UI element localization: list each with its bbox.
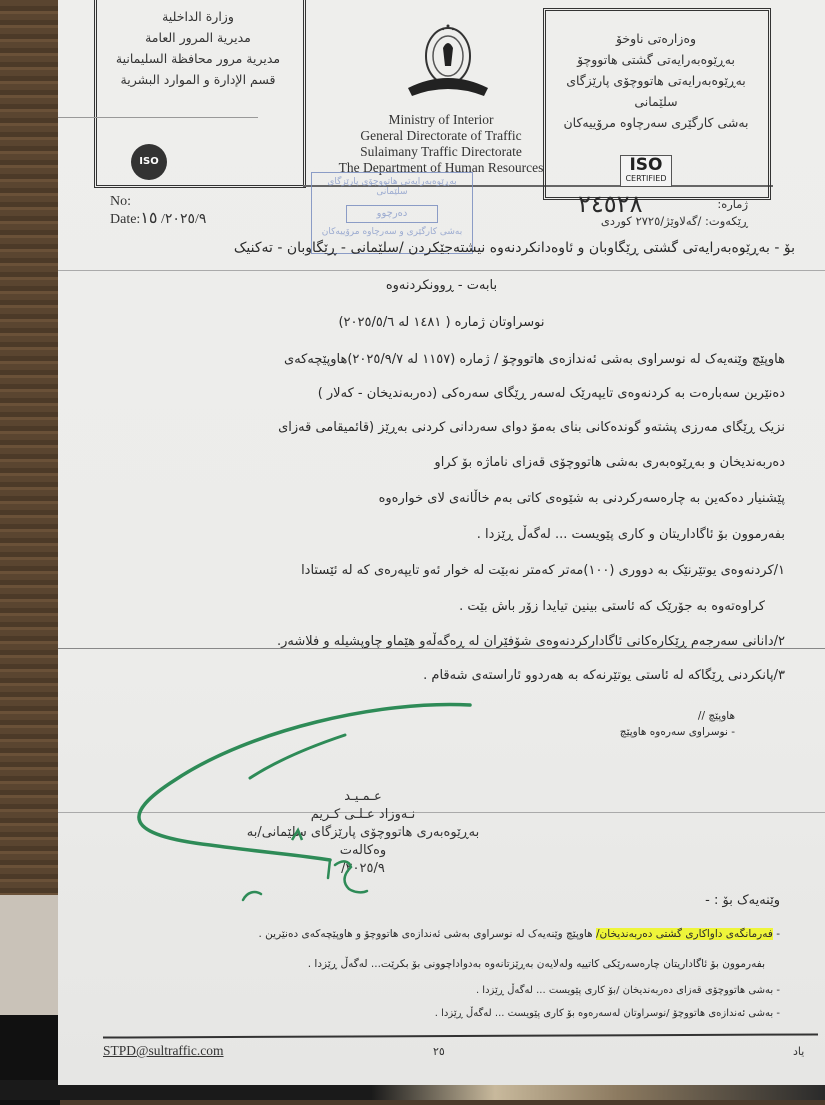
body-line: دەنێرین سەبارەت بە کردنەوەی تایپەرێک لەسەر ڕێگای سەرەکی (دەربەندیخان - کەلار ) xyxy=(317,386,785,401)
point-3: ٣/پانکردنی ڕێگاکە لە ئاستی یوتێرنەکە بە هەردوو ئاراستەی شەقام . xyxy=(423,668,785,683)
date-value: ٢٠٢٥/٩/ xyxy=(161,212,207,227)
date-label: Date: xyxy=(110,212,141,227)
point-2: ٢/دانانی سەرجەم ڕێکارەکانی ئاگادارکردنەوەی شۆفێران لە ڕەگەڵەو هێماو چاوپشیلە و فلاشەر. xyxy=(277,634,785,649)
number-date-block xyxy=(110,193,206,228)
iso-certified-logo: ISO CERTIFIED xyxy=(620,155,672,187)
body-line: هاوپێچ وێنەیەک لە نوسراوی بەشی ئەندازەی هاتووچۆ / ژمارە (١١٥٧ لە ٢٠٢٥/٩/٧)هاوپێچەکەی xyxy=(284,352,785,367)
header-rule-left xyxy=(58,117,258,118)
ministry-ar: وزارة الداخلية xyxy=(162,9,234,24)
directorate-ku: بەڕێوەبەرایەتی گشتی هاتووچۆ xyxy=(577,52,735,67)
document-page xyxy=(58,0,825,1085)
attachment-item: - نوسراوی سەرەوە هاوپێچ xyxy=(619,726,735,738)
number-label: ژمارە: xyxy=(717,197,748,211)
letterhead-kurdish xyxy=(546,28,766,133)
fold-line xyxy=(58,270,825,271)
copy-item: - فەرمانگەی داواکاری گشتی دەربەندیخان/ هاوپێچ وێنەیەک لە نوسراوی بەشی ئەندازەی هاتووچۆ و هاوپێچەکەی دەنێرین . xyxy=(258,928,780,940)
floor-background xyxy=(0,895,60,1100)
stamp-top-text: بەڕێوەبەرایەتی هاتووچۆی پارێزگای سلێمانی xyxy=(327,177,457,197)
letterhead-english xyxy=(316,112,566,176)
directorate-en: General Directorate of Traffic xyxy=(360,128,522,143)
date-handwritten: ١٥ xyxy=(140,210,158,227)
point-1: ١/کردنەوەی یوتێرنێک بە دووری (١٠٠)مەتر کەمتر نەبێت لە خوار ئەو تایپەرەی کە لە ئێستادا xyxy=(301,563,785,578)
signer-name: نـەوزاد عـلـی کـریم xyxy=(310,807,416,822)
footer-email-link[interactable]: STPD@sultraffic.com xyxy=(103,1043,224,1058)
highlighted-recipient: فەرمانگەی داواکاری گشتی دەربەندیخان/ xyxy=(596,928,773,940)
body-line: پێشنیار دەکەین بە چارەسەرکردنی بە شێوەی کاتی بەم خاڵانەی لای خوارەوە xyxy=(378,491,785,506)
letterhead-arabic xyxy=(98,6,298,90)
signature-block xyxy=(238,788,488,878)
copy-item: - بەشی ئەندازەی هاتووچۆ /نوسراوتان لەسەرەوە بۆ کاری پێویست ... لەگەڵ ڕێزدا . xyxy=(434,1008,780,1019)
point-1-continued: کراوەتەوە بە جۆرێک کە ئاستی بینین تیایدا زۆر باش بێت . xyxy=(459,599,765,614)
copies-label: وێنەیەک بۆ : - xyxy=(705,893,780,908)
ministry-ku: وەزارەتی ناوخۆ xyxy=(615,31,697,46)
subject-line: بابەت - ڕوونکردنەوە xyxy=(385,278,498,293)
reference-value: /گەلاوێژ/٢٧٢٥ کوردی xyxy=(600,214,702,228)
sulaimany-directorate-en: Sulaimany Traffic Directorate xyxy=(360,144,522,159)
copy-item: بفەرموون بۆ ئاگاداریتان چارەسەرێکی کاتییە ولەلایەن بەڕێزتانەوە بەدواداچوونی بۆ بکرێت... لەگەڵ ڕێزدا . xyxy=(307,958,765,970)
department-ar: قسم الإدارة و الموارد البشرية xyxy=(120,72,276,87)
sulaimani-directorate-ku: بەڕێوەبەرایەتی هاتووچۆی پارێزگای سلێمانی xyxy=(566,73,746,109)
footer-yad: یاد xyxy=(793,1045,805,1058)
signature-date: ٢٠٢٥/٩/ xyxy=(341,861,385,876)
directorate-ar: مديرية المرور العامة xyxy=(145,30,251,45)
reference-label: ڕێکەوت: xyxy=(705,214,748,228)
no-label: No: xyxy=(110,194,131,209)
sulaimani-directorate-ar: مديرية مرور محافظة السليمانية xyxy=(115,51,281,66)
letter-number-handwritten: ٢٤٥٢٨ xyxy=(578,192,643,218)
body-line: بفەرموون بۆ ئاگاداریتان و کاری پێویست ... لەگەڵ ڕێزدا . xyxy=(476,527,785,542)
footer-rule xyxy=(103,1033,818,1038)
copy-item: - بەشی هاتووچۆی قەزای دەربەندیخان /بۆ کاری پێویست ... لەگەڵ ڕێزدا . xyxy=(475,985,780,996)
department-en: The Department of Human Resources xyxy=(338,160,544,175)
signer-rank: عـمـيـد xyxy=(344,789,382,804)
body-line: دەربەندیخان و بەڕێوەبەری بەشی هاتووچۆی قەزای ناماژە بۆ کراو xyxy=(434,455,785,470)
body-line: نزیک ڕێگای مەرزی پشتەو گوندەکانی بنای بەمۆ دوای سەردانی کردنی بەڕێز (قائمیقامی قەزای xyxy=(278,420,785,435)
stamp-box-text: دەرچوو xyxy=(346,205,438,223)
wooden-desk-background xyxy=(0,0,60,900)
attachment-label: هاوپێچ // xyxy=(697,710,735,722)
ministry-en: Ministry of Interior xyxy=(388,112,494,127)
reference-block xyxy=(498,196,748,230)
signer-title: بەڕێوەبەری هاتووچۆی پارێزگای سلێمانی/بە وەکالەت xyxy=(246,825,480,858)
reference-letter-line: نوسراوتان ژمارە ( ١٤٨١ لە ٢٠٢٥/٥/٦) xyxy=(338,315,545,330)
iso-round-logo: ISO xyxy=(131,144,167,180)
department-ku: بەشی کارگێری سەرچاوە مرۆییەکان xyxy=(563,115,749,130)
stamp-bottom-text: بەشی کارگێری و سەرچاوە مرۆییەکان xyxy=(321,227,463,237)
recipient-line: بۆ - بەڕێوەبەرایەتی گشتی ڕێگاوبان و ئاوەدانکردنەوە نیشتەجێکردن /سلێمانی - ڕێگاوبان - تەکنیک xyxy=(233,240,795,256)
page-number: ٢٥ xyxy=(433,1045,445,1058)
kurdistan-emblem-icon xyxy=(403,18,493,103)
